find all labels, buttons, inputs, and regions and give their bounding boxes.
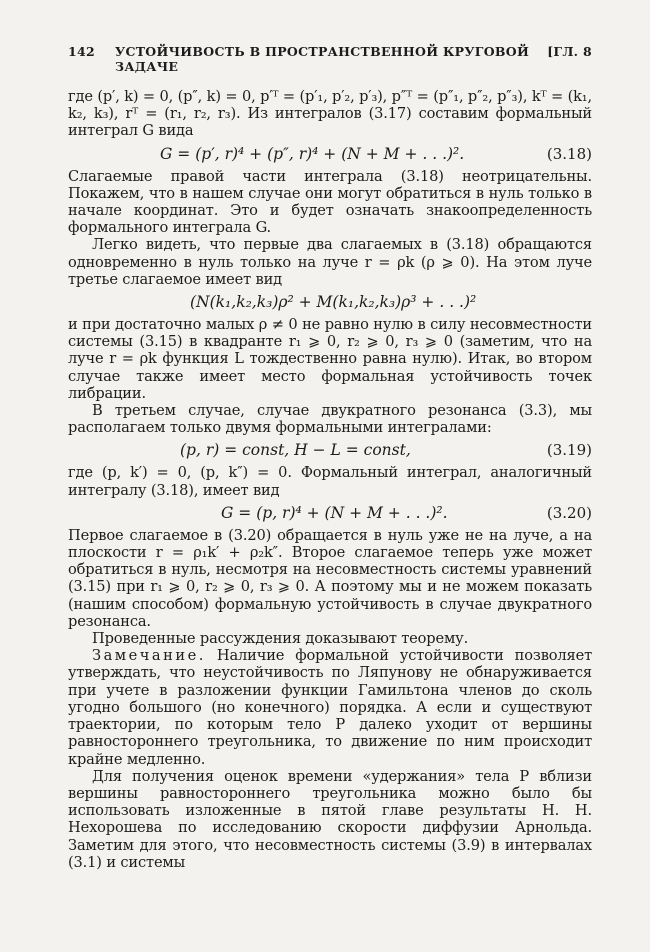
equation-3-19	[68, 439, 592, 461]
page-number: 142	[68, 44, 95, 59]
equation-body: G = (p′, r)⁴ + (p″, r)⁴ + (N + M + . . .)².	[160, 144, 465, 163]
running-title: УСТОЙЧИВОСТЬ В ПРОСТРАНСТВЕННОЙ КРУГОВОЙ ЗАДАЧЕ	[115, 44, 530, 74]
paragraph-4: и при достаточно малых ρ ≠ 0 не равно нулю в силу несовместности системы (3.15) в квадранте r₁ ⩾ 0, r₂ ⩾ 0, r₃ ⩾ 0 (заметим, что на луче r = ρk функция L тождественно равна нулю). Итак, во втором случае также имеет место формальная устойчивость точек либрации.	[68, 316, 592, 402]
equation-number: (3.20)	[546, 503, 592, 522]
running-header	[68, 44, 592, 74]
paragraph-7: Первое слагаемое в (3.20) обращается в нуль уже не на луче, а на плоскости r = ρ₁k′ + ρ₂k″. Второе слагаемое теперь уже может обратиться в нуль, несмотря на несовместность системы уравнений (3.15) при r₁ ⩾ 0, r₂ ⩾ 0, r₃ ⩾ 0. А поэтому мы и не можем показать (нашим способом) формальную устойчивость в случае двукратного резонанса.	[68, 526, 592, 630]
equation-third-term	[68, 291, 592, 313]
paragraph-1: где (p′, k) = 0, (p″, k) = 0, p′ᵀ = (p′₁, p′₂, p′₃), p″ᵀ = (p″₁, p″₂, p″₃), kᵀ = (k₁, k₂, k₃), rᵀ = (r₁, r₂, r₃). Из интегралов (3.17) составим формальный интеграл G вида	[68, 88, 592, 140]
remark-label: Замечание.	[92, 647, 206, 665]
paragraph-6: где (p, k′) = 0, (p, k″) = 0. Формальный интеграл, аналогичный интегралу (3.18), имеет вид	[68, 464, 592, 499]
paragraph-10: Для получения оценок времени «удержания» тела P вблизи вершины равностороннего треугольника можно было бы использовать изложенные в пятой главе результаты Н. Н. Нехорошева по исследованию скорости диффузии Арнольда. Заметим для этого, что несовместность системы (3.9) в интервалах (3.1) и системы	[68, 767, 592, 871]
paragraph-3: Легко видеть, что первые два слагаемых в (3.18) обращаются одновременно в нуль только на луче r = ρk (ρ ⩾ 0). На этом луче третье слагаемое имеет вид	[68, 236, 592, 288]
paragraph-8: Проведенные рассуждения доказывают теорему.	[92, 630, 469, 648]
equation-3-20	[68, 502, 592, 524]
equation-number: (3.19)	[546, 441, 592, 460]
chapter-marker: [ГЛ. 8	[547, 44, 592, 59]
remark-text: Наличие формальной устойчивости позволяет утверждать, что неустойчивость по Ляпунову не обнаруживается при учете в разложении функции Гамильтона членов до сколь угодно большого (но конечного) порядка. А если и существуют траектории, по которым тело P далеко уходит от вершины равностороннего треугольника, то движение по ним происходит крайне медленно.	[68, 647, 592, 768]
equation-number: (3.18)	[546, 144, 592, 163]
paragraph-remark	[68, 647, 592, 767]
equation-body: (p, r) = const, H − L = const,	[180, 441, 411, 460]
paragraph-5: В третьем случае, случае двукратного резонанса (3.3), мы располагаем только двумя формальными интегралами:	[68, 402, 592, 437]
equation-body: (N(k₁,k₂,k₃)ρ² + M(k₁,k₂,k₃)ρ³ + . . .)²	[190, 293, 477, 312]
equation-3-18	[68, 143, 592, 165]
equation-body: G = (p, r)⁴ + (N + M + . . .)².	[221, 503, 448, 522]
paragraph-2: Слагаемые правой части интеграла (3.18) неотрицательны. Покажем, что в нашем случае они могут обратиться в нуль только в начале координат. Это и будет означать знакоопределенность формального интеграла G.	[68, 167, 592, 237]
